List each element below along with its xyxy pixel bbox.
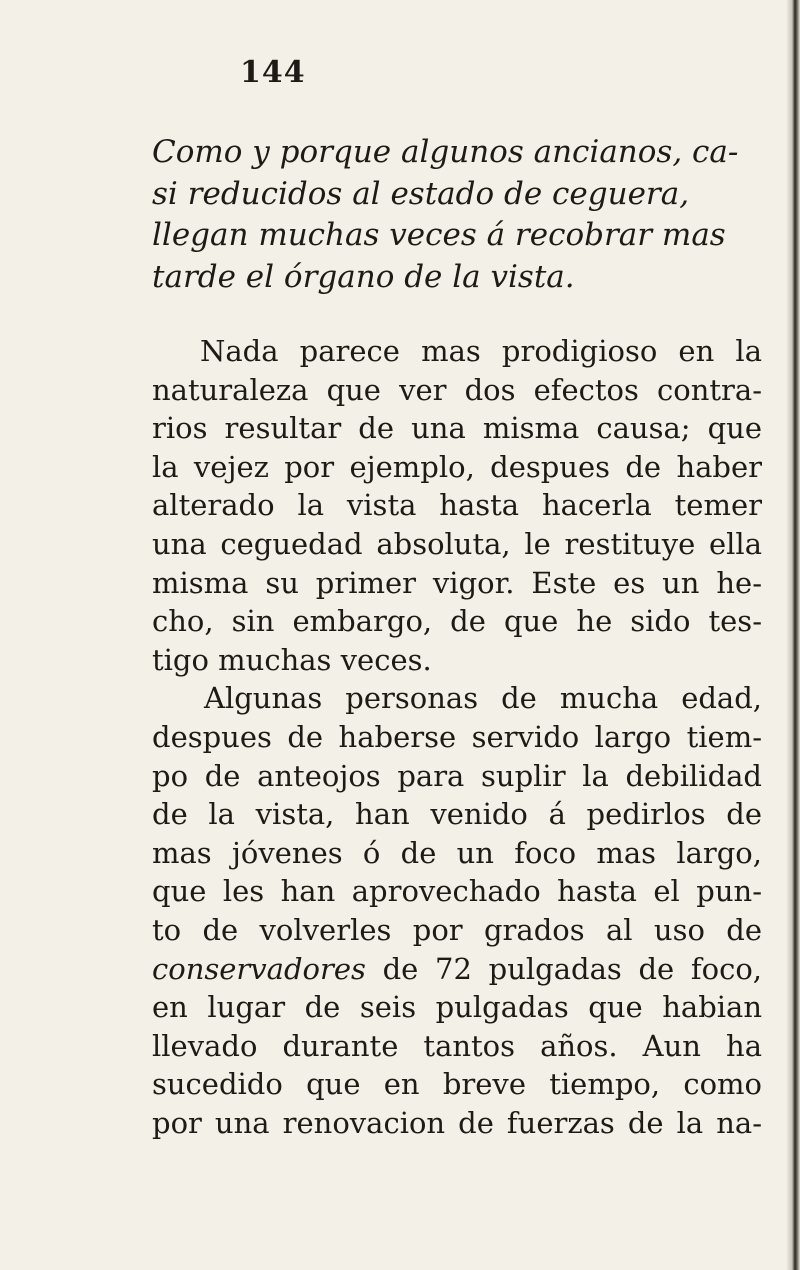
body-line-rest: de 72 pulgadas de foco, bbox=[382, 951, 763, 986]
body-line: por una renovacion de fuerzas de la na- bbox=[152, 1105, 762, 1140]
heading-line: Como y porque algunos ancianos, ca- bbox=[152, 134, 739, 170]
body-line: la vejez por ejemplo, despues de haber bbox=[152, 449, 762, 484]
page-edge bbox=[786, 0, 800, 1270]
body-line-mixed bbox=[152, 950, 762, 989]
heading-line: si reducidos al estado de ceguera, bbox=[152, 175, 690, 212]
body-line: Nada parece mas prodigioso en la bbox=[200, 334, 762, 368]
body-line: rios resultar de una misma causa; que bbox=[152, 411, 762, 446]
body-line: sucedido que en breve tiempo, como bbox=[152, 1067, 762, 1102]
body-line: de la vista, han venido á pedirlos de bbox=[152, 797, 762, 832]
body-line: to de volverles por grados al uso de bbox=[152, 912, 762, 947]
body-line: una ceguedad absoluta, le restituye ella bbox=[152, 526, 762, 561]
body-line: Algunas personas de mucha edad, bbox=[204, 681, 762, 716]
body-line: po de anteojos para suplir la debilidad bbox=[152, 758, 762, 793]
body-line: naturaleza que ver dos efectos contra- bbox=[152, 372, 762, 407]
body-text bbox=[152, 332, 762, 1142]
body-line: despues de haberse servido largo tiem- bbox=[152, 719, 762, 754]
page-number: 144 bbox=[240, 55, 306, 90]
heading-line: tarde el órgano de la vista. bbox=[152, 258, 575, 295]
body-line: tigo muchas veces. bbox=[152, 642, 432, 677]
body-line: llevado durante tantos años. Aun ha bbox=[152, 1028, 762, 1063]
body-line: en lugar de seis pulgadas que habian bbox=[152, 990, 762, 1025]
heading-line: llegan muchas veces á recobrar mas bbox=[152, 217, 726, 253]
body-line: cho, sin embargo, de que he sido tes- bbox=[152, 604, 762, 639]
body-line: que les han aprovechado hasta el pun- bbox=[152, 874, 762, 909]
italic-term: conservadores bbox=[152, 951, 366, 986]
body-line: mas jóvenes ó de un foco mas largo, bbox=[152, 835, 762, 870]
chapter-heading bbox=[152, 132, 752, 298]
body-line: misma su primer vigor. Este es un he- bbox=[152, 565, 762, 600]
body-line: alterado la vista hasta hacerla temer bbox=[152, 488, 762, 523]
